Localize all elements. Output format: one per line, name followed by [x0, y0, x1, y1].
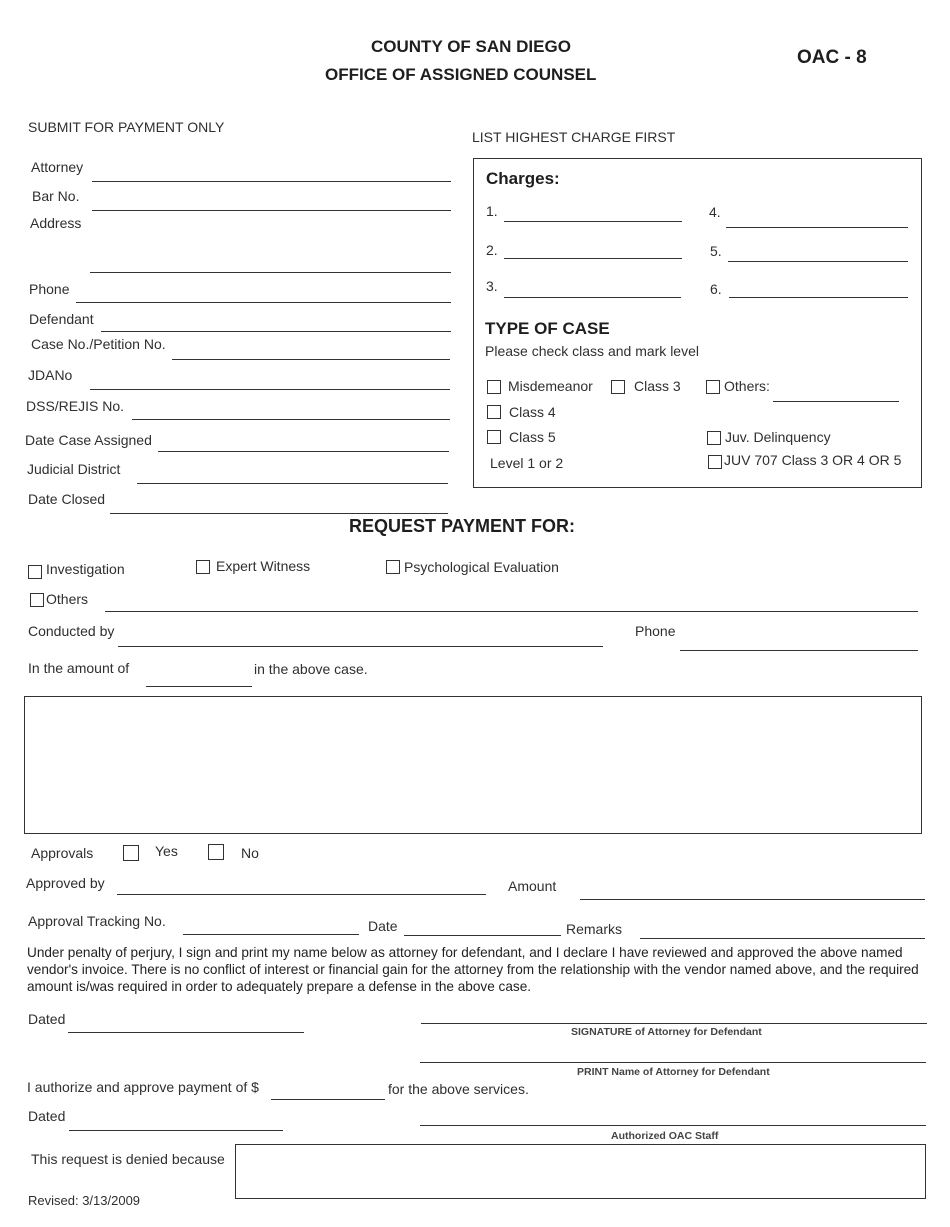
approvals-label: Approvals: [31, 845, 94, 861]
class-5-label: Class 5: [509, 429, 556, 445]
signature-attorney-caption: SIGNATURE of Attorney for Defendant: [571, 1026, 762, 1038]
attorney-field[interactable]: [92, 181, 451, 182]
authorize-label: I authorize and approve payment of $: [27, 1079, 259, 1095]
others-case-label: Others:: [724, 378, 770, 394]
authorized-staff-caption: Authorized OAC Staff: [611, 1130, 719, 1142]
date-closed-field[interactable]: [110, 513, 448, 514]
authorize-amount-field[interactable]: [271, 1099, 385, 1100]
level-label: Level 1 or 2: [490, 455, 564, 471]
amount-field[interactable]: [580, 899, 925, 900]
address-field[interactable]: [90, 272, 451, 273]
denied-label: This request is denied because: [31, 1151, 225, 1167]
signature-attorney-field[interactable]: [421, 1023, 927, 1024]
others-case-checkbox[interactable]: [706, 380, 720, 394]
class-3-label: Class 3: [634, 378, 681, 394]
others-case-field[interactable]: [773, 401, 899, 402]
request-payment-title: REQUEST PAYMENT FOR:: [349, 516, 576, 536]
phone-label: Phone: [29, 281, 70, 297]
charge-1-field[interactable]: [504, 221, 682, 222]
charge-2-field[interactable]: [504, 258, 682, 259]
approval-yes-label: Yes: [155, 843, 178, 859]
misdemeanor-label: Misdemeanor: [508, 378, 593, 394]
charge-5-field[interactable]: [728, 261, 908, 262]
defendant-field[interactable]: [101, 331, 451, 332]
remarks-field[interactable]: [640, 938, 925, 939]
dss-label: DSS/REJIS No.: [26, 398, 125, 414]
juv-delinquency-label: Juv. Delinquency: [725, 429, 831, 445]
remarks-label: Remarks: [566, 921, 623, 937]
attorney-label: Attorney: [31, 159, 84, 175]
others-request-field[interactable]: [105, 611, 918, 612]
type-of-case-title: TYPE OF CASE: [485, 319, 610, 338]
class-3-checkbox[interactable]: [611, 380, 625, 394]
county-title: COUNTY OF SAN DIEGO: [371, 37, 571, 56]
charge-4-field[interactable]: [726, 227, 908, 228]
case-no-field[interactable]: [172, 359, 450, 360]
jdano-field[interactable]: [90, 389, 450, 390]
above-case-label: in the above case.: [254, 661, 368, 677]
charge-6-number: 6.: [710, 281, 722, 297]
date-assigned-label: Date Case Assigned: [25, 432, 152, 448]
dated2-label: Dated: [28, 1108, 66, 1124]
jdano-label: JDANo: [28, 367, 73, 383]
type-of-case-subtitle: Please check class and mark level: [485, 343, 699, 359]
class-5-checkbox[interactable]: [487, 430, 501, 444]
judicial-district-field[interactable]: [137, 483, 448, 484]
approval-yes-checkbox[interactable]: [123, 845, 139, 861]
denied-reason-box[interactable]: [235, 1144, 926, 1199]
approval-date-label: Date: [368, 918, 398, 934]
charges-title: Charges:: [486, 169, 560, 188]
phone-field[interactable]: [76, 302, 451, 303]
psych-eval-checkbox[interactable]: [386, 560, 400, 574]
expert-witness-label: Expert Witness: [216, 558, 311, 574]
amount-label: Amount: [508, 878, 557, 894]
misdemeanor-checkbox[interactable]: [487, 380, 501, 394]
for-services-label: for the above services.: [388, 1081, 529, 1097]
date-closed-label: Date Closed: [28, 491, 106, 507]
charge-5-number: 5.: [710, 243, 722, 259]
charge-4-number: 4.: [709, 204, 721, 220]
dss-field[interactable]: [132, 419, 450, 420]
bar-no-label: Bar No.: [32, 188, 80, 204]
submit-note: SUBMIT FOR PAYMENT ONLY: [28, 119, 225, 135]
approval-no-checkbox[interactable]: [208, 844, 224, 860]
psych-eval-label: Psychological Evaluation: [404, 559, 559, 575]
print-name-caption: PRINT Name of Attorney for Defendant: [577, 1066, 770, 1078]
investigation-label: Investigation: [46, 561, 125, 577]
tracking-field[interactable]: [183, 934, 359, 935]
date-assigned-field[interactable]: [158, 451, 449, 452]
dated-field[interactable]: [68, 1032, 304, 1033]
address-label: Address: [30, 215, 82, 231]
juv-707-label: JUV 707 Class 3 OR 4 OR 5: [724, 452, 902, 468]
revised-date: Revised: 3/13/2009: [28, 1193, 141, 1208]
conducted-phone-field[interactable]: [680, 650, 918, 651]
approval-date-field[interactable]: [404, 935, 561, 936]
approval-no-label: No: [241, 845, 259, 861]
print-name-field[interactable]: [420, 1062, 926, 1063]
charge-1-number: 1.: [486, 203, 498, 219]
class-4-label: Class 4: [509, 404, 556, 420]
approved-by-label: Approved by: [26, 875, 105, 891]
defendant-label: Defendant: [29, 311, 94, 327]
declaration-text: Under penalty of perjury, I sign and print my name below as attorney for defendant, and I declare I have reviewed and approved the above named vendor's invoice. There is no conflict of interest or financial gain for the attorney from the relationship with the vendor named above, and the required amount is/was required in order to adequately prepare a defense in the above case.: [27, 945, 919, 994]
class-4-checkbox[interactable]: [487, 405, 501, 419]
amount-of-field[interactable]: [146, 686, 252, 687]
bar-no-field[interactable]: [92, 210, 451, 211]
others-request-label: Others: [46, 591, 89, 607]
tracking-label: Approval Tracking No.: [28, 913, 166, 929]
approved-by-field[interactable]: [117, 894, 486, 895]
description-box[interactable]: [24, 696, 922, 834]
conducted-by-field[interactable]: [118, 646, 603, 647]
others-request-checkbox[interactable]: [30, 593, 44, 607]
charge-3-number: 3.: [486, 278, 498, 294]
charge-2-number: 2.: [486, 242, 498, 258]
case-no-label: Case No./Petition No.: [31, 336, 166, 352]
juv-707-checkbox[interactable]: [708, 455, 722, 469]
amount-of-label: In the amount of: [28, 660, 130, 676]
investigation-checkbox[interactable]: [28, 565, 42, 579]
charge-3-field[interactable]: [504, 297, 681, 298]
juv-delinquency-checkbox[interactable]: [707, 431, 721, 445]
authorized-staff-field[interactable]: [420, 1125, 926, 1126]
form-id: OAC - 8: [797, 47, 867, 68]
judicial-district-label: Judicial District: [27, 461, 121, 477]
expert-witness-checkbox[interactable]: [196, 560, 210, 574]
dated2-field[interactable]: [69, 1130, 283, 1131]
conducted-by-label: Conducted by: [28, 623, 115, 639]
charges-note: LIST HIGHEST CHARGE FIRST: [472, 129, 676, 145]
charge-6-field[interactable]: [729, 297, 908, 298]
dated-label: Dated: [28, 1011, 66, 1027]
conducted-phone-label: Phone: [635, 623, 676, 639]
office-title: OFFICE OF ASSIGNED COUNSEL: [325, 65, 597, 84]
